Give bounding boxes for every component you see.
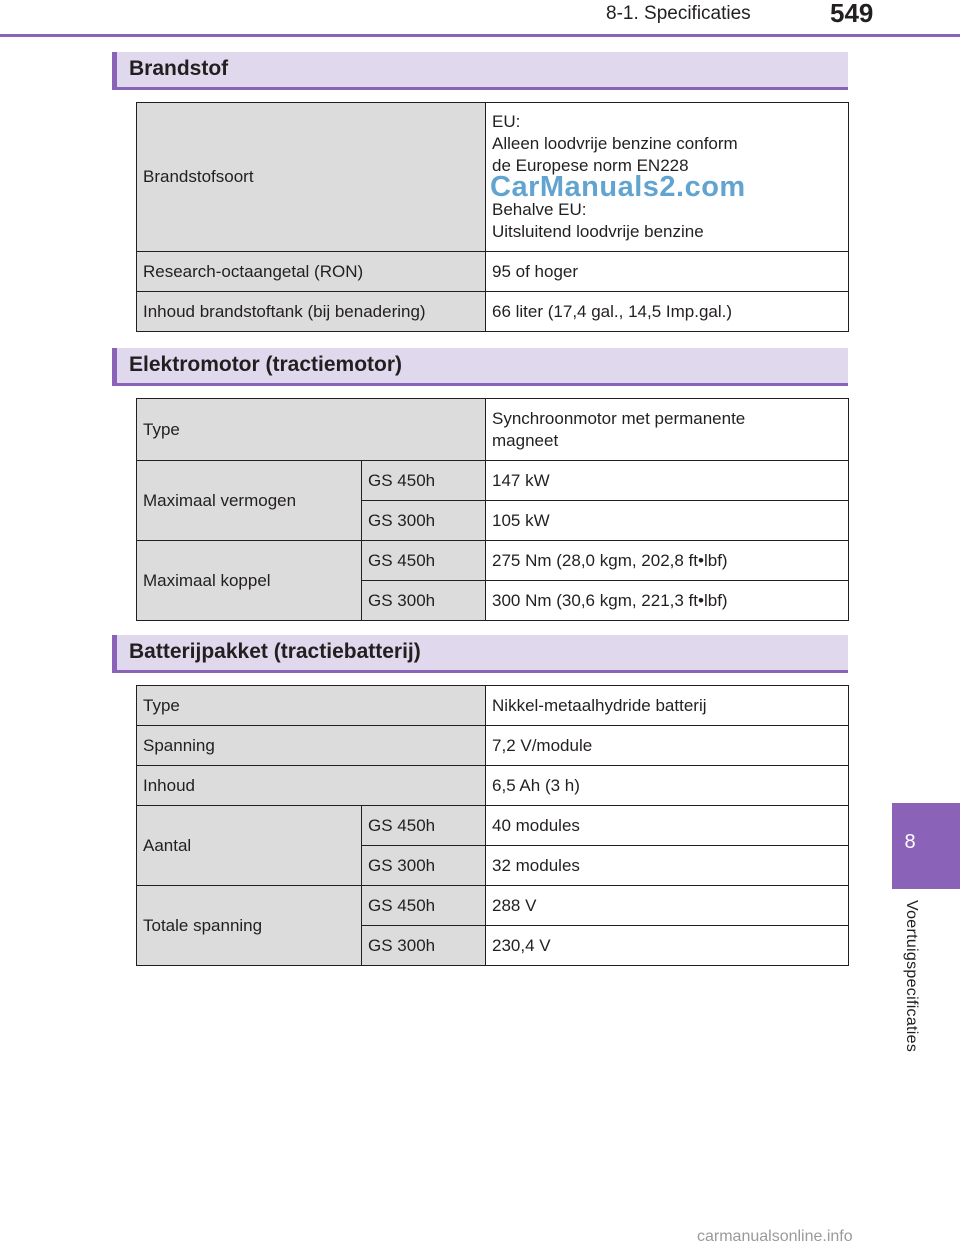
table-row: [137, 252, 849, 292]
total-voltage-value: 230,4 V: [486, 926, 849, 966]
chapter-title: 8-1. Specificaties: [606, 3, 751, 24]
table-row: [137, 399, 849, 461]
table-row: [137, 686, 849, 726]
total-voltage-model: GS 300h: [362, 926, 486, 966]
octane-value: 95 of hoger: [486, 252, 849, 292]
max-torque-model: GS 450h: [362, 541, 486, 581]
fuel-type-line: de Europese norm EN228: [492, 156, 689, 175]
page-number: 549: [830, 0, 874, 28]
motor-type-label: Type: [137, 399, 486, 461]
battery-voltage-value: 7,2 V/module: [486, 726, 849, 766]
table-row: [137, 461, 849, 501]
fuel-type-label: Brandstofsoort: [137, 103, 486, 252]
battery-voltage-label: Spanning: [137, 726, 486, 766]
section-header-fuel: [112, 52, 848, 90]
battery-capacity-value: 6,5 Ah (3 h): [486, 766, 849, 806]
total-voltage-model: GS 450h: [362, 886, 486, 926]
motor-type-line: magneet: [492, 430, 559, 450]
watermark-carmanuals2: CarManuals2.com: [490, 171, 746, 203]
motor-table: [136, 398, 849, 621]
fuel-table: [136, 102, 849, 332]
section-header-battery: [112, 635, 848, 673]
section-header-motor: [112, 348, 848, 386]
module-count-value: 40 modules: [486, 806, 849, 846]
chapter-side-tab-number: 8: [904, 831, 916, 853]
section-title-fuel: Brandstof: [129, 57, 229, 80]
battery-capacity-label: Inhoud: [137, 766, 486, 806]
battery-type-label: Type: [137, 686, 486, 726]
module-count-value: 32 modules: [486, 846, 849, 886]
table-row: [137, 292, 849, 332]
module-count-model: GS 450h: [362, 806, 486, 846]
max-power-value: 147 kW: [486, 461, 849, 501]
tank-capacity-label: Inhoud brandstoftank (bij benadering): [137, 292, 486, 332]
max-power-label: Maximaal vermogen: [137, 461, 362, 541]
section-title-motor: Elektromotor (tractiemotor): [129, 353, 403, 376]
fuel-type-line: Alleen loodvrije benzine conform: [492, 134, 738, 153]
table-row: [137, 766, 849, 806]
motor-type-value: [486, 399, 849, 461]
battery-type-value: Nikkel-metaalhydride batterij: [486, 686, 849, 726]
chapter-side-tab: [892, 803, 960, 889]
table-row: [137, 886, 849, 926]
table-row: [137, 806, 849, 846]
max-torque-value: 300 Nm (30,6 kgm, 221,3 ft•lbf): [486, 581, 849, 621]
max-torque-model: GS 300h: [362, 581, 486, 621]
table-row: [137, 541, 849, 581]
chapter-side-label: Voertuigspecificaties: [903, 900, 920, 1053]
octane-label: Research-octaangetal (RON): [137, 252, 486, 292]
max-power-model: GS 450h: [362, 461, 486, 501]
fuel-type-line: Behalve EU:: [492, 200, 587, 219]
max-power-value: 105 kW: [486, 501, 849, 541]
max-torque-value: 275 Nm (28,0 kgm, 202,8 ft•lbf): [486, 541, 849, 581]
max-power-model: GS 300h: [362, 501, 486, 541]
module-count-label: Aantal: [137, 806, 362, 886]
max-torque-label: Maximaal koppel: [137, 541, 362, 621]
total-voltage-label: Totale spanning: [137, 886, 362, 966]
tank-capacity-value: 66 liter (17,4 gal., 14,5 Imp.gal.): [486, 292, 849, 332]
watermark-carmanualsonline: carmanualsonline.info: [697, 1228, 853, 1245]
table-row: [137, 726, 849, 766]
section-title-battery: Batterijpakket (tractiebatterij): [129, 640, 421, 663]
module-count-model: GS 300h: [362, 846, 486, 886]
total-voltage-value: 288 V: [486, 886, 849, 926]
fuel-type-line: EU:: [492, 112, 521, 131]
motor-type-line: Synchroonmotor met permanente: [492, 408, 746, 428]
fuel-type-line: Uitsluitend loodvrije benzine: [492, 222, 704, 241]
battery-table: [136, 685, 849, 966]
header-rule: [0, 34, 960, 37]
